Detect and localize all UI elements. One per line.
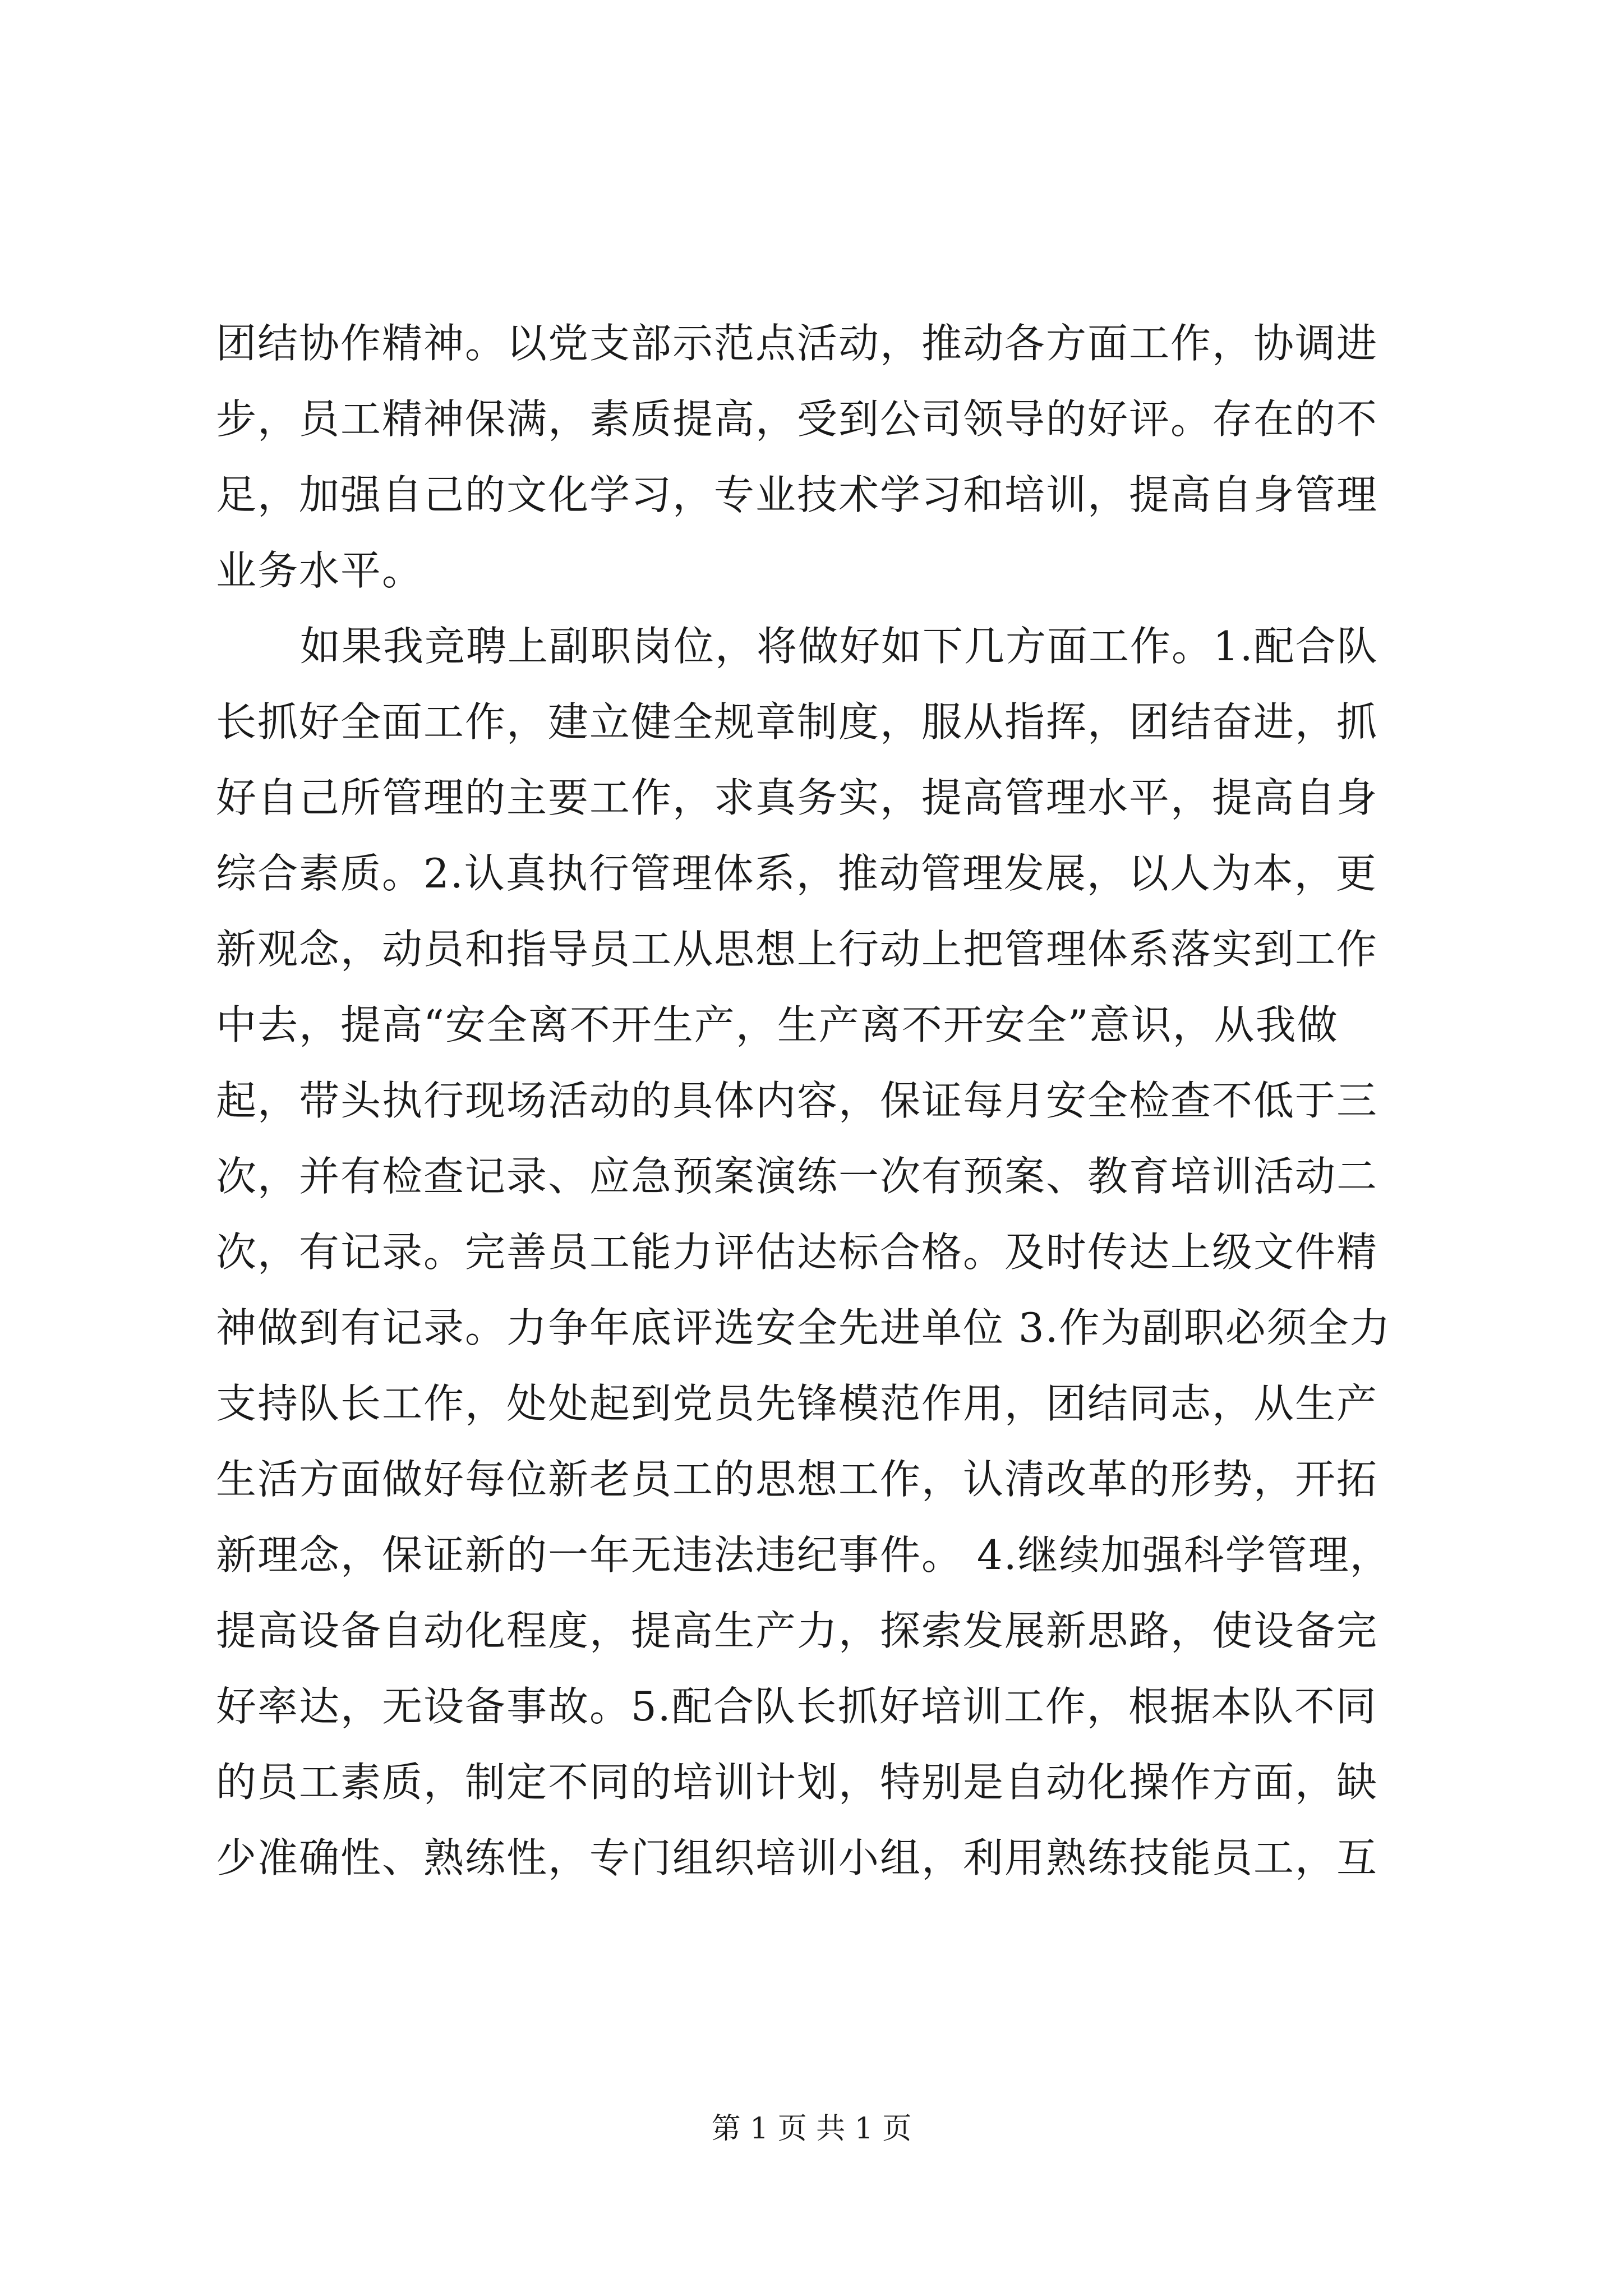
page-number: 第 1 页 共 1 页	[711, 2112, 912, 2146]
text-line: 长抓好全面工作，建立健全规章制度，服从指挥，团结奋进，抓	[216, 698, 1378, 746]
paragraph-2	[216, 609, 1422, 1896]
text-line: 如果我竞聘上副职岗位，将做好如下几方面工作。1.配合队	[300, 623, 1378, 670]
text-line: 生活方面做好每位新老员工的思想工作，认清改革的形势，开拓	[216, 1456, 1378, 1503]
text-line: 好自己所管理的主要工作，求真务实，提高管理水平，提高自身	[216, 774, 1378, 821]
paragraph-1	[216, 306, 1422, 609]
text-line: 少准确性、熟练性，专门组织培训小组，利用熟练技能员工，互	[216, 1834, 1378, 1881]
text-line: 提高设备自动化程度，提高生产力，探索发展新思路，使设备完	[216, 1607, 1378, 1654]
text-line: 次，并有检查记录、应急预案演练一次有预案、教育培训活动二	[216, 1153, 1378, 1200]
text-line: 支持队长工作，处处起到党员先锋模范作用，团结同志，从生产	[216, 1380, 1378, 1427]
text-line: 综合素质。2.认真执行管理体系，推动管理发展，以人为本，更	[216, 850, 1377, 897]
text-line: 的员工素质，制定不同的培训计划，特别是自动化操作方面，缺	[216, 1759, 1378, 1806]
text-line: 业务水平。	[216, 547, 424, 594]
text-line: 起，带头执行现场活动的具体内容，保证每月安全检查不低于三	[216, 1077, 1378, 1124]
text-line: 新理念，保证新的一年无违法违纪事件。 4.继续加强科学管理，	[216, 1531, 1391, 1579]
text-line: 团结协作精神。以党支部示范点活动，推动各方面工作，协调进	[216, 320, 1378, 367]
text-line: 次，有记录。完善员工能力评估达标合格。及时传达上级文件精	[216, 1228, 1378, 1276]
text-line: 中去，提高“安全离不开生产，生产离不开安全”意识，从我做	[216, 1001, 1339, 1048]
text-line: 神做到有记录。力争年底评选安全先进单位 3.作为副职必须全力	[216, 1304, 1391, 1351]
page-footer	[0, 2109, 1623, 2148]
text-line: 好率达，无设备事故。5.配合队长抓好培训工作，根据本队不同	[216, 1683, 1377, 1730]
text-line: 步，员工精神保满，素质提高，受到公司领导的好评。存在的不	[216, 395, 1378, 443]
text-line: 足，加强自己的文化学习，专业技术学习和培训，提高自身管理	[216, 471, 1378, 518]
text-line: 新观念，动员和指导员工从思想上行动上把管理体系落实到工作	[216, 926, 1378, 973]
document-body	[216, 306, 1422, 1896]
